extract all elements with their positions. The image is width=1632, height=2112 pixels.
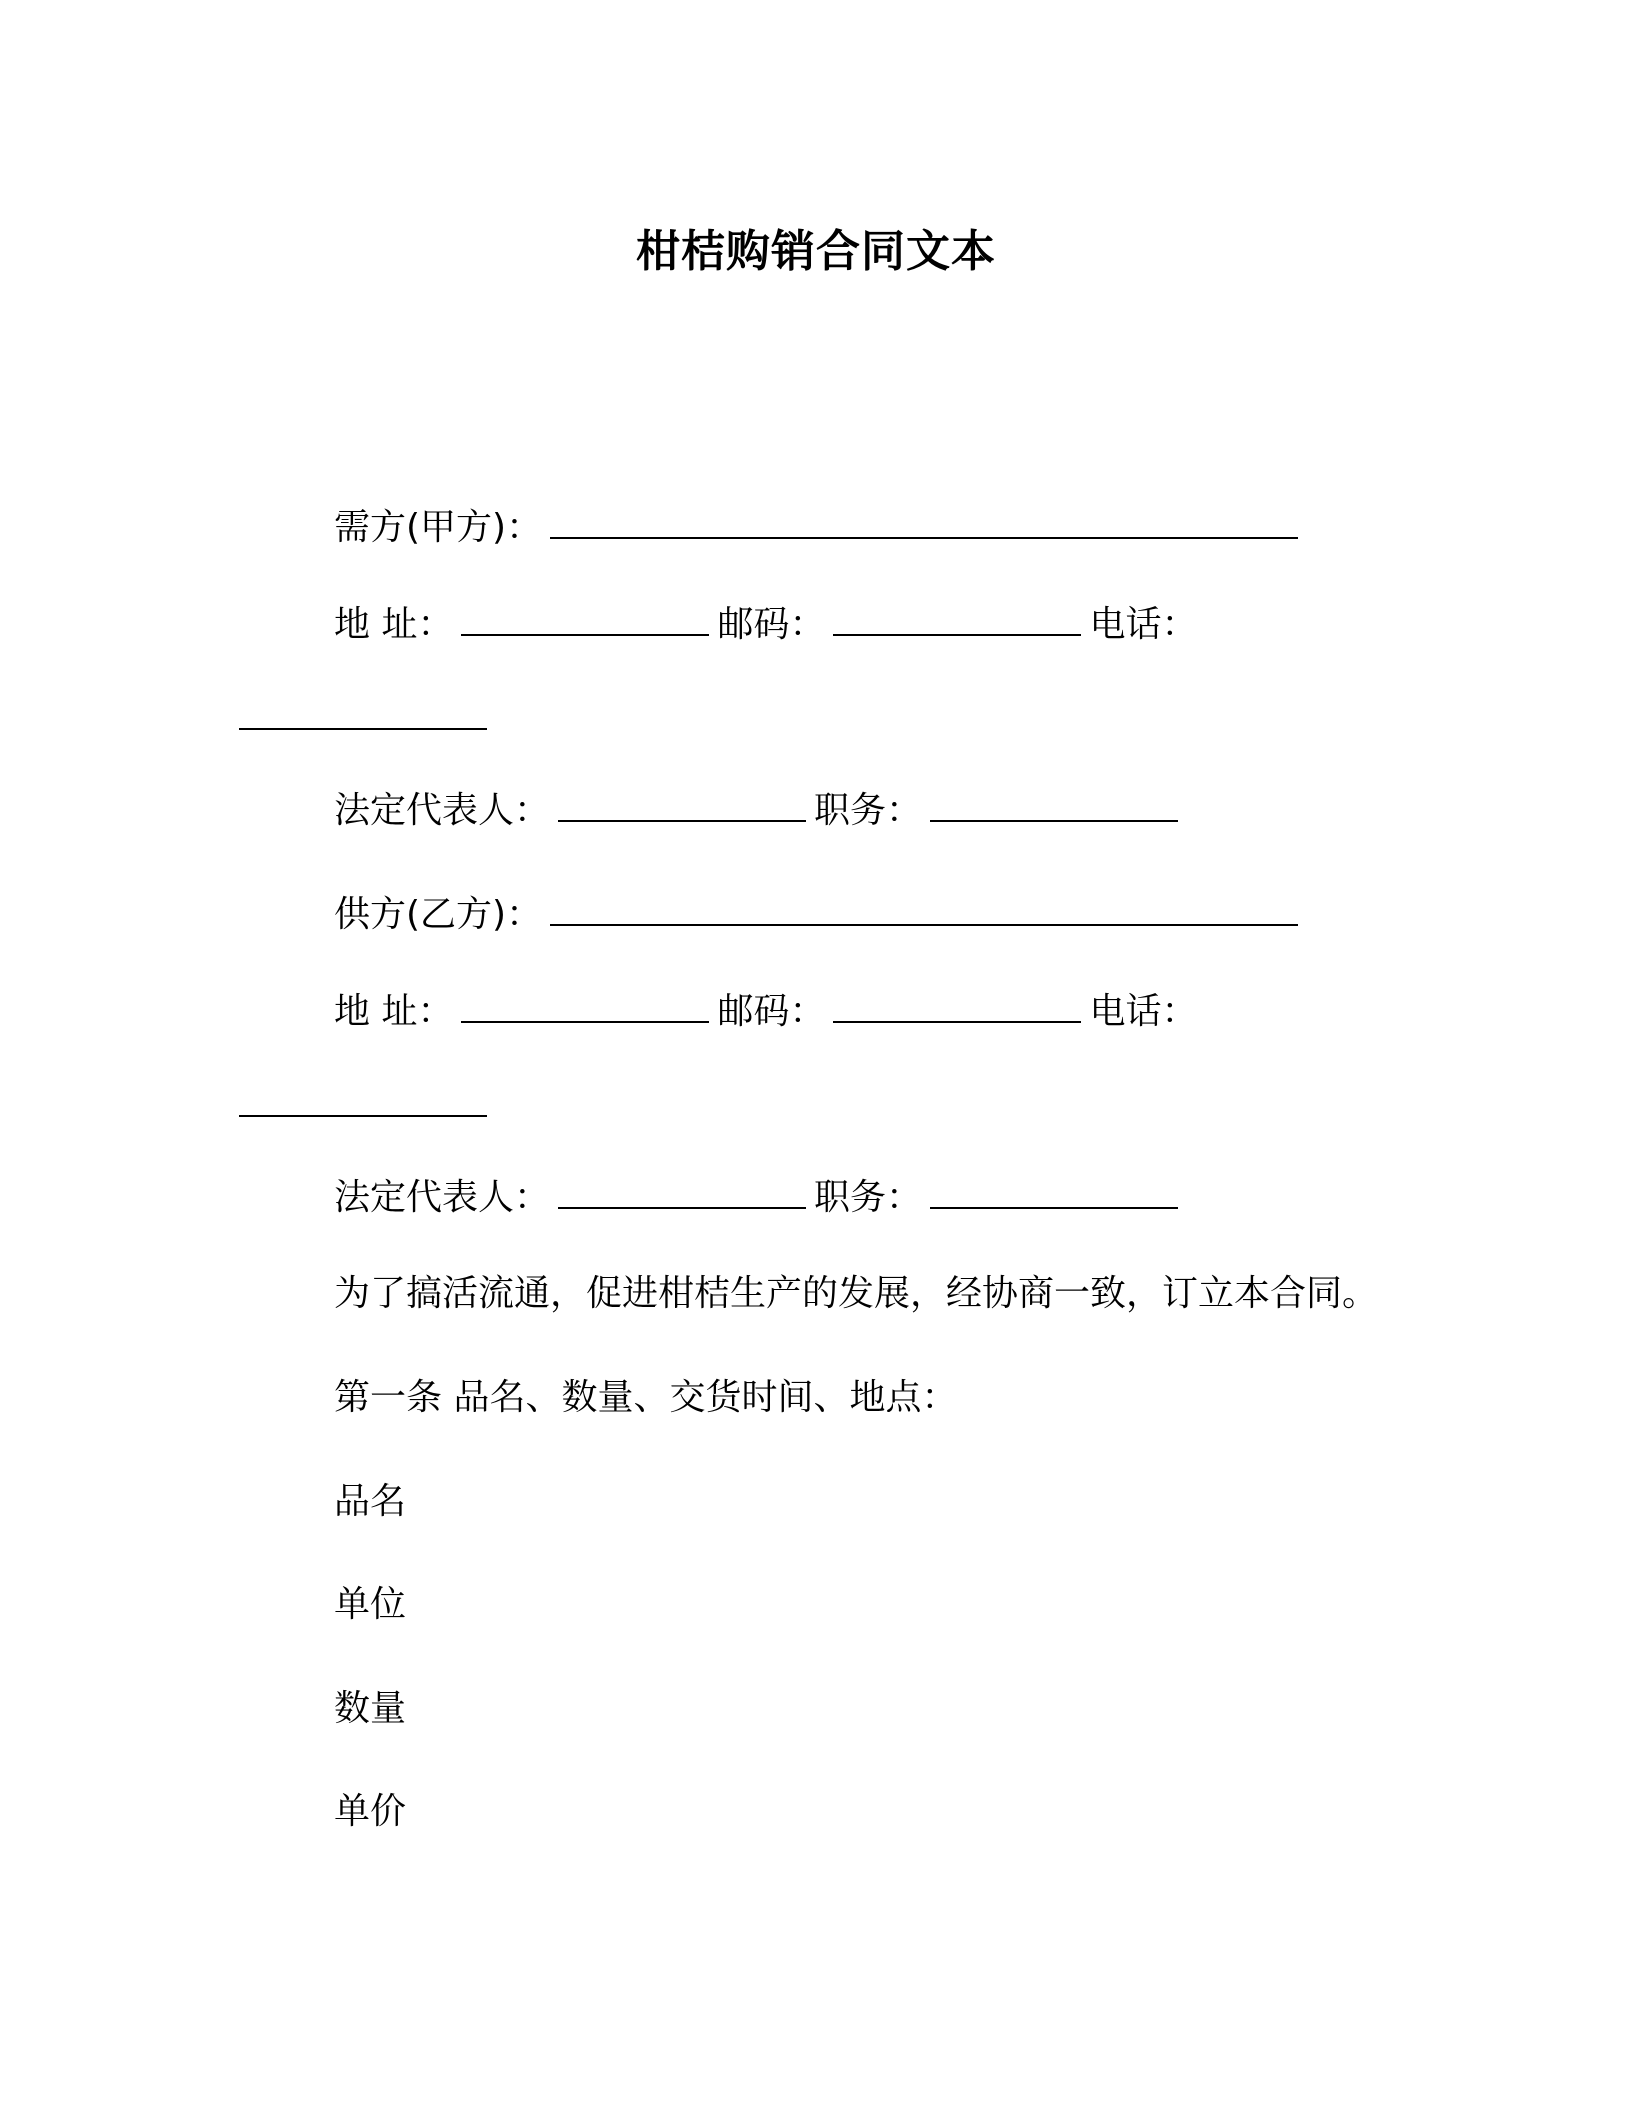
party-a-rep-blank[interactable] bbox=[558, 786, 806, 822]
party-b-rep-line bbox=[334, 1173, 1186, 1222]
party-a-name-label: 需方(甲方)： bbox=[334, 507, 543, 548]
party-b-postcode-blank[interactable] bbox=[833, 987, 1081, 1023]
article-1-heading: 第一条 品名、数量、交货时间、地点： bbox=[334, 1377, 958, 1418]
party-a-rep-line bbox=[334, 786, 1186, 835]
party-a-contact-line bbox=[334, 600, 1197, 649]
party-a-address-label: 地 址： bbox=[334, 604, 454, 645]
party-a-name-blank[interactable] bbox=[550, 503, 1298, 539]
party-a-phone-line bbox=[239, 694, 495, 743]
party-b-position-blank[interactable] bbox=[930, 1173, 1178, 1209]
party-b-address-label: 地 址： bbox=[334, 991, 454, 1032]
party-a-postcode-blank[interactable] bbox=[833, 600, 1081, 636]
party-a-name-line bbox=[334, 503, 1306, 552]
field-unit-price: 单价 bbox=[334, 1791, 407, 1832]
party-b-name-line bbox=[334, 890, 1306, 939]
party-b-address-blank[interactable] bbox=[461, 987, 709, 1023]
party-a-phone-blank[interactable] bbox=[239, 694, 487, 730]
party-b-name-label: 供方(乙方)： bbox=[334, 894, 543, 935]
party-a-position-label: 职务： bbox=[814, 790, 923, 831]
party-b-name-blank[interactable] bbox=[550, 890, 1298, 926]
party-b-phone-blank[interactable] bbox=[239, 1081, 487, 1117]
party-a-position-blank[interactable] bbox=[930, 786, 1178, 822]
field-unit: 单位 bbox=[334, 1584, 407, 1625]
preamble-paragraph: 为了搞活流通，促进柑桔生产的发展，经协商一致，订立本合同。 bbox=[334, 1273, 1379, 1314]
party-b-position-label: 职务： bbox=[814, 1177, 923, 1218]
party-a-address-blank[interactable] bbox=[461, 600, 709, 636]
party-a-rep-label: 法定代表人： bbox=[334, 790, 551, 831]
party-b-rep-blank[interactable] bbox=[558, 1173, 806, 1209]
document-title: 柑桔购销合同文本 bbox=[636, 226, 996, 277]
party-a-postcode-label: 邮码： bbox=[717, 604, 826, 645]
party-b-postcode-label: 邮码： bbox=[717, 991, 826, 1032]
party-b-phone-line bbox=[239, 1081, 495, 1130]
field-quantity: 数量 bbox=[334, 1688, 407, 1729]
party-b-phone-label: 电话： bbox=[1089, 991, 1198, 1032]
field-item-name: 品名 bbox=[334, 1481, 407, 1522]
party-b-rep-label: 法定代表人： bbox=[334, 1177, 551, 1218]
party-b-contact-line bbox=[334, 987, 1197, 1036]
party-a-phone-label: 电话： bbox=[1089, 604, 1198, 645]
